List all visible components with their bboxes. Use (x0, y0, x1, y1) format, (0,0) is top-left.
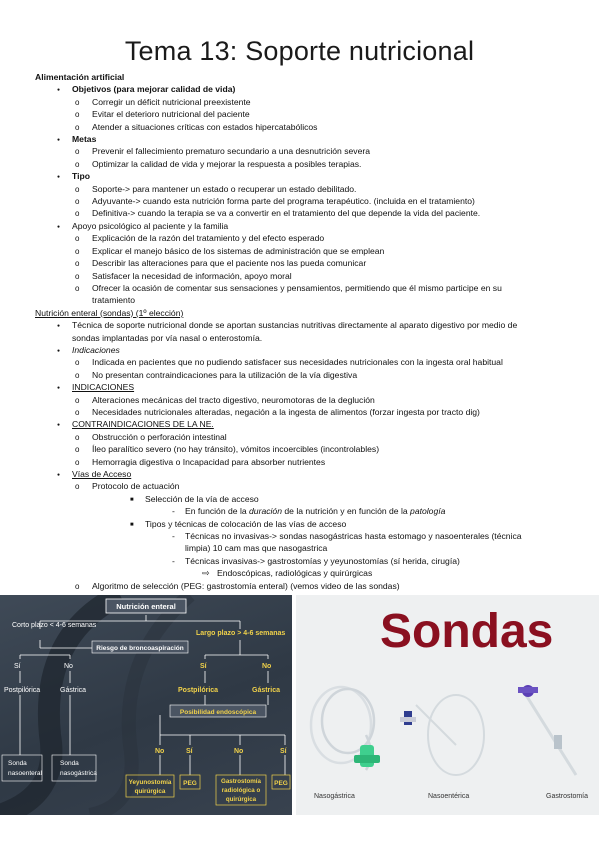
bullet-icon (172, 505, 175, 517)
list-item: o Algoritmo de selección (PEG: gastrostomía enteral) (vemos video de las sondas) (35, 580, 580, 592)
bullet-icon (75, 406, 79, 419)
bullet-icon (75, 431, 79, 444)
bullet-icon (75, 580, 79, 593)
list-item: o Adyuvante-> cuando esta nutrición forma parte del programa terapéutico. (incluida en el tratamiento) (35, 195, 580, 207)
sonda-nasoenteral-label: nasoenteral (8, 770, 42, 777)
connector-icon (400, 717, 416, 722)
list-item: ⇨ Endoscópicas, radiológicas y quirúrgicas (35, 567, 580, 579)
si-label: Sí (14, 663, 21, 670)
list-item: o No presentan contraindicaciones para la utilización de la vía digestiva (35, 369, 580, 381)
list-item: o Protocolo de actuación (35, 480, 580, 492)
list-item: o Soporte-> para mantener un estado o recuperar un estado debilitado. (35, 183, 580, 195)
no-label: No (155, 748, 165, 755)
list-item: o Íleo paralítico severo (no hay tránsito), vómitos incoercibles (incontrolables) (35, 443, 580, 455)
connector-icon (354, 755, 380, 763)
list-item: o Satisfacer la necesidad de información, apoyo moral (35, 270, 580, 282)
gastrostomia-label: radiológica o (221, 787, 261, 794)
bullet-icon (75, 257, 79, 270)
bullet-icon (75, 456, 79, 469)
list-item: o Obstrucción o perforación intestinal (35, 431, 580, 443)
list-item: - En función de la duración de la nutrición y en función de la patología (35, 505, 580, 517)
riesgo-label: Riesgo de broncoaspiración (96, 645, 184, 652)
gastrica-label: Gástrica (60, 687, 87, 694)
sondas-photo (296, 595, 599, 815)
section-heading: Alimentación artificial (35, 72, 125, 82)
list-item: o Optimizar la calidad de vida y mejorar la respuesta a posibles terapias. (35, 158, 580, 170)
bullet-icon (75, 195, 79, 208)
postpilorica-label: Postpilórica (178, 687, 219, 694)
page-title: Tema 13: Soporte nutricional (124, 36, 475, 66)
list-item: o Describir las alteraciones para que el paciente nos las pueda comunicar (35, 257, 580, 269)
list-item: ● Apoyo psicológico al paciente y la familia (35, 220, 580, 232)
bullet-icon (75, 158, 79, 171)
list-item: ■ Tipos y técnicas de colocación de las vías de acceso (35, 518, 580, 530)
list-item: ■ Selección de la vía de acceso (35, 493, 580, 505)
bullet-icon (75, 245, 79, 258)
bullet-icon (75, 394, 79, 407)
arrow-icon (202, 567, 210, 579)
sondas-svg (296, 595, 599, 815)
bullet-icon (75, 232, 79, 245)
no-label: No (64, 663, 73, 670)
list-item: o Evitar el deterioro nutricional del paciente (35, 108, 580, 120)
bullet-icon (75, 369, 79, 382)
sonda-nasogastrica-label: nasogástrica (60, 770, 97, 777)
list-item: o Alteraciones mecánicas del tracto digestivo, neuromotoras de la deglución (35, 394, 580, 406)
peg-label: PEG (183, 780, 197, 787)
si-label: Sí (200, 663, 207, 670)
list-item: o Explicación de la razón del tratamiento y del efecto esperado (35, 232, 580, 244)
gastrostomia-label: Gastrostomía (546, 793, 589, 800)
list-item: ● Metas (35, 133, 580, 145)
yeyunostomia-label: Yeyunostomía (128, 779, 172, 786)
bullet-icon (75, 270, 79, 283)
diagram-svg (0, 595, 292, 815)
list-item: o Prevenir el fallecimiento prematuro secundario a una desnutrición severa (35, 145, 580, 157)
list-item: ● Técnica de soporte nutricional donde se aportan sustancias nutritivas directamente al aparato digestivo por medio de (35, 319, 580, 331)
list-item-continuation: tratamiento (92, 295, 135, 306)
bullet-icon (75, 207, 79, 220)
list-item: - Técnicas no invasivas-> sondas nasogástricas hasta estomago y nasoenterales (técnica (35, 530, 580, 542)
list-item: ● CONTRAINDICACIONES DE LA NE. (35, 418, 580, 430)
bullet-icon (75, 183, 79, 196)
document-body (35, 71, 580, 592)
si-label: Sí (280, 748, 287, 755)
nasoenterica-label: Nasoentérica (428, 793, 470, 800)
bullet-icon (172, 555, 175, 567)
bullet-icon (172, 530, 175, 542)
list-item: o Ofrecer la ocasión de comentar sus sensaciones y pensamientos, permitiendo que él mismo participe en su (35, 282, 580, 294)
posibilidad-label: Posibilidad endoscópica (179, 709, 257, 716)
bullet-icon (75, 121, 79, 134)
bullet-icon (75, 145, 79, 158)
algorithm-diagram (0, 595, 292, 815)
gastrostomia-label: quirúrgica (225, 796, 257, 803)
list-item-continuation: sondas implantadas por vía nasal o enterostomía. (72, 332, 263, 343)
bullet-icon (75, 443, 79, 456)
bullet-icon (75, 480, 79, 493)
list-item: o Corregir un déficit nutricional preexistente (35, 96, 580, 108)
list-item: ● Vías de Acceso (35, 468, 580, 480)
diagram-title: Nutrición enteral (116, 602, 176, 611)
list-item-continuation: limpia) 10 cam mas que nasogastrica (185, 543, 328, 554)
postpilorica-label: Postpilórica (4, 687, 41, 694)
no-label: No (234, 748, 244, 755)
bullet-icon (75, 282, 79, 295)
no-label: No (262, 663, 272, 670)
peg-label: PEG (274, 780, 288, 787)
si-label: Sí (186, 748, 193, 755)
list-item: o Explicar el manejo básico de los sistemas de administración que se emplean (35, 245, 580, 257)
nasoenterica-tube-icon (416, 695, 484, 775)
corto-plazo-label: Corto plazo < 4-6 semanas (12, 622, 97, 629)
gastrostomia-tube-icon (518, 685, 576, 775)
list-item: o Necesidades nutricionales alteradas, negación a la ingesta de alimentos (forzar ingesta por tracto dig) (35, 406, 580, 418)
list-item: ● Tipo (35, 170, 580, 182)
yeyunostomia-label: quirúrgica (134, 788, 166, 795)
list-item: ● INDICACIONES (35, 381, 580, 393)
bullet-icon (75, 96, 79, 109)
list-item: o Hemorragia digestiva o Incapacidad para absorber nutrientes (35, 456, 580, 468)
bullet-icon (75, 108, 79, 121)
nasogastrica-label: Nasogástrica (314, 793, 355, 800)
sonda-nasoenteral-label: Sonda (8, 760, 27, 767)
list-item: o Indicada en pacientes que no pudiendo satisfacer sus necesidades nutricionales con la ingesta oral habitual (35, 356, 580, 368)
bullet-icon (75, 356, 79, 369)
gastrica-label: Gástrica (252, 687, 281, 694)
list-item: - Técnicas invasivas-> gastrostomías y yeyunostomías (sí herida, cirugía) (35, 555, 580, 567)
list-item: ● Objetivos (para mejorar calidad de vida) (35, 83, 580, 95)
list-item: o Definitiva-> cuando la terapia se va a convertir en el tratamiento del que depende la vida del paciente. (35, 207, 580, 219)
list-item: ● Indicaciones (35, 344, 580, 356)
sondas-title: Sondas (380, 605, 554, 658)
section-heading: Nutrición enteral (sondas) (1º elección) (35, 307, 184, 318)
sonda-nasogastrica-label: Sonda (60, 760, 79, 767)
list-item: o Atender a situaciones críticas con estados hipercatabólicos (35, 121, 580, 133)
largo-plazo-label: Largo plazo > 4-6 semanas (196, 630, 286, 637)
gastrostomia-label: Gastrostomía (221, 778, 261, 785)
